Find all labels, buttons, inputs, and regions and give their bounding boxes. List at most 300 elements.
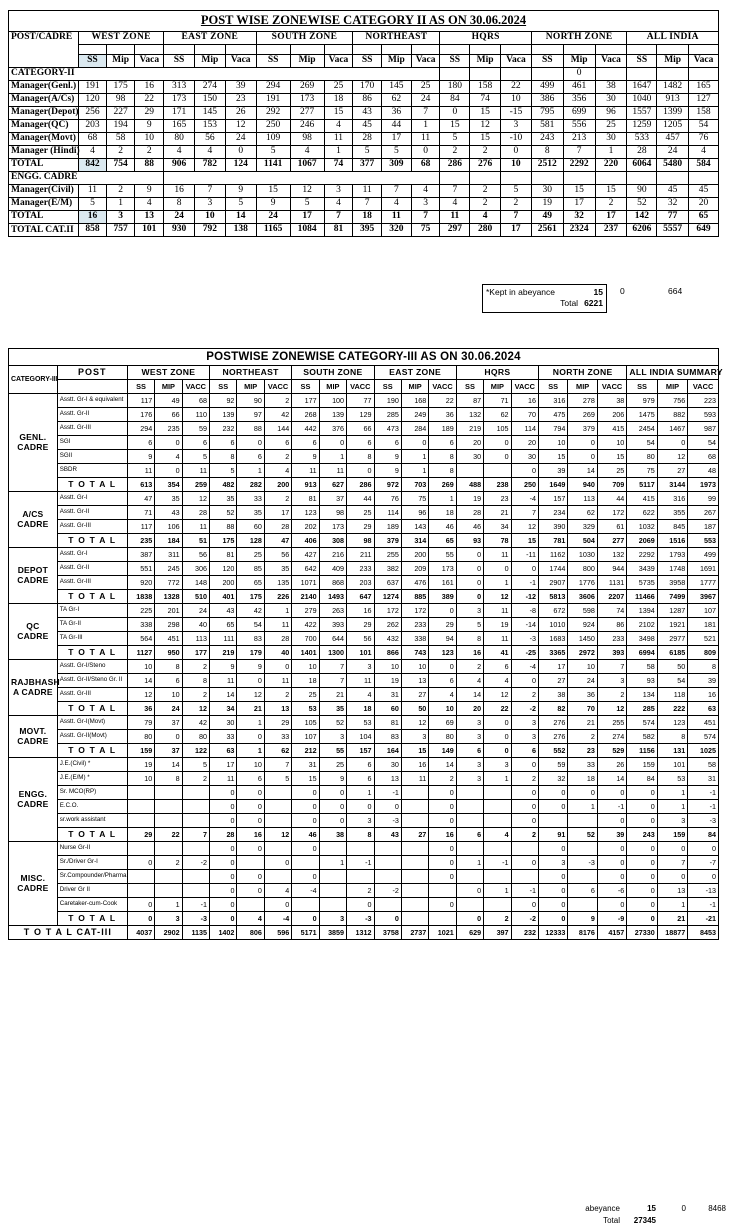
table1-subheader: SS: [164, 54, 195, 67]
table2-cadre-total-cell: 553: [688, 534, 719, 548]
table2-cell: [237, 898, 264, 912]
table2-cell: 75: [401, 492, 428, 506]
table1-header-spacer-cell: [79, 44, 107, 54]
footer-abeyance-label: abeyance: [585, 1204, 620, 1213]
table1-header-spacer-cell: [531, 44, 563, 54]
table2-subheader: VACC: [182, 380, 209, 394]
table2-cell: 123: [292, 506, 319, 520]
table2-cell: 6: [347, 436, 374, 450]
table2-cell: 15: [597, 450, 626, 464]
table2-cell: 442: [292, 422, 319, 436]
table2-data-row: [9, 394, 719, 408]
table2-cell: 0: [597, 786, 626, 800]
table2-cadre-total-cell: [429, 912, 456, 926]
table1-cell: 213: [563, 132, 595, 145]
table1-cell: 43: [353, 106, 382, 119]
table1-cell: 377: [353, 158, 382, 171]
table2-cell: 476: [401, 576, 428, 590]
table2-cadre-total-cell: 12: [484, 590, 511, 604]
table2-cell: 1: [484, 576, 511, 590]
table2-cell: 3: [538, 856, 567, 870]
table1-cell: 180: [440, 80, 470, 93]
table2-cadre-total-cell: 940: [568, 478, 597, 492]
table1-cell: 54: [689, 119, 719, 132]
table2-cell: 11: [182, 520, 209, 534]
table2-cell: [264, 814, 291, 828]
table1-zone-header: ALL INDIA: [627, 32, 719, 45]
table2-cell: [127, 786, 154, 800]
table1-cell: 243: [531, 132, 563, 145]
table1-row-label: Manager(Civil): [9, 184, 79, 197]
table2-cell: 201: [155, 604, 182, 618]
table2-cell: 11: [210, 772, 237, 786]
table2-cell: 132: [456, 408, 483, 422]
table2-cell: 19: [456, 492, 483, 506]
table1-section-blank: [563, 171, 595, 184]
table2-cell: [182, 842, 209, 856]
table2-post-label: Asstt. Gr-III: [57, 688, 127, 702]
footer-abeyance-ss: 15: [647, 1204, 656, 1213]
table1-grand-total-cell: 1084: [290, 223, 324, 236]
table1-cell: 49: [531, 210, 563, 223]
footer-abeyance-vacc: 8468: [708, 1204, 726, 1213]
table2-cell: 31: [688, 772, 719, 786]
table2-cell: 16: [401, 758, 428, 772]
table1-header-spacer-cell: [290, 44, 324, 54]
table2-cell: 18: [292, 674, 319, 688]
table2-data-row: [9, 870, 719, 884]
table2-cell: 187: [688, 520, 719, 534]
table2-cell: 56: [347, 632, 374, 646]
table2-cell: [319, 898, 346, 912]
table2-cell: 43: [210, 604, 237, 618]
table2-cell: 56: [264, 548, 291, 562]
table2-cell: 1777: [688, 576, 719, 590]
table2-post-label: Asstt. Gr-III: [57, 576, 127, 590]
table2-cell: 6: [347, 758, 374, 772]
table1-engg-row: [9, 184, 719, 197]
table2-cell: 845: [657, 520, 687, 534]
table2-cadre-total-label: T O T A L: [57, 478, 127, 492]
table1-cell: 15: [470, 106, 501, 119]
table2-cell: 390: [538, 520, 567, 534]
table1-section-label: CATEGORY-II: [9, 67, 440, 80]
table1-grand-total-cell: 75: [411, 223, 440, 236]
table2-cell: 6: [347, 772, 374, 786]
table2-cell: [568, 814, 597, 828]
table2-cell: 37: [155, 716, 182, 730]
table1-section-blank: [657, 171, 689, 184]
table2-cadre-total-cell: 2207: [597, 590, 626, 604]
table2-cell: [401, 786, 428, 800]
table1-cell: 124: [225, 158, 256, 171]
table2-cadre-label: QC CADRE: [9, 604, 58, 660]
table1-cell: 3: [324, 184, 353, 197]
table2-cell: 1: [484, 772, 511, 786]
table1-header-spacer-cell: [689, 44, 719, 54]
table2-post-header: POST: [57, 366, 127, 380]
table2-cadre-total-cell: 15: [401, 744, 428, 758]
table2-cell: 2: [429, 772, 456, 786]
table1-cell: 220: [595, 158, 627, 171]
table2-cell: 1162: [538, 548, 567, 562]
table2-cell: 0: [401, 436, 428, 450]
table2-post-label: Asstt. Gr-II: [57, 408, 127, 422]
table2-grand-total-cell: 8176: [568, 926, 597, 940]
table2-cell: 80: [182, 730, 209, 744]
table1-cell: 145: [382, 80, 412, 93]
table2-cell: 8: [155, 660, 182, 674]
table2-cell: 0: [688, 870, 719, 884]
table2-cell: 316: [657, 492, 687, 506]
table2-cadre-total-cell: 885: [401, 590, 428, 604]
table2-post-label: SGII: [57, 450, 127, 464]
table2-cell: 475: [538, 408, 567, 422]
table2-cell: 422: [292, 618, 319, 632]
table2-cell: [456, 464, 483, 478]
table1-cell: 4: [324, 197, 353, 210]
table2-cell: 8: [182, 674, 209, 688]
table2-cadre-total-cell: 0: [374, 912, 401, 926]
table1-cell: 2: [501, 197, 532, 210]
table1-cell: 12: [290, 184, 324, 197]
table1-subheader: SS: [79, 54, 107, 67]
table2-data-row: [9, 856, 719, 870]
table2-cell: 223: [688, 394, 719, 408]
table2-cadre-total-cell: 21: [237, 702, 264, 716]
table2-cell: -13: [688, 884, 719, 898]
table2-cell: 10: [401, 660, 428, 674]
table1-subheader: SS: [256, 54, 290, 67]
table2-cell: 14: [155, 758, 182, 772]
table2-cell: [155, 884, 182, 898]
table1-cell: 5: [382, 145, 412, 158]
table2-subheader: VACC: [688, 380, 719, 394]
table2-cell: [484, 814, 511, 828]
table1-cell: 15: [563, 184, 595, 197]
table2-cell: 59: [182, 422, 209, 436]
table2-cell: 0: [538, 898, 567, 912]
table2-cell: 0: [292, 870, 319, 884]
table1-section-blank: [470, 67, 501, 80]
table2-cadre-total-cell: 70: [568, 702, 597, 716]
table1-subheader: Vaca: [135, 54, 164, 67]
table1-cell: 10: [135, 132, 164, 145]
table2-cell: 0: [657, 842, 687, 856]
table2-cell: 27: [657, 464, 687, 478]
table2-cell: 0: [429, 786, 456, 800]
table1-zone-header: NORTH ZONE: [531, 32, 627, 45]
table2-cell: 2907: [538, 576, 567, 590]
table1-section-marker: 0: [563, 67, 595, 80]
table2-cell: [401, 800, 428, 814]
table1-cell: 4: [440, 197, 470, 210]
table2-cadre-total-cell: 21: [657, 912, 687, 926]
table2-cell: 38: [538, 688, 567, 702]
table2-cadre-total-cell: 647: [347, 590, 374, 604]
table2-cell: [484, 898, 511, 912]
table2-cell: 564: [127, 632, 154, 646]
table2-cell: 0: [237, 870, 264, 884]
table2-cell: 1921: [657, 618, 687, 632]
table2-cadre-total-cell: 0: [538, 912, 567, 926]
table2-grand-total-cell: 8453: [688, 926, 719, 940]
table2-cell: 10: [237, 758, 264, 772]
table2-cell: 172: [374, 604, 401, 618]
table2-cell: 249: [401, 408, 428, 422]
table2-cell: [401, 898, 428, 912]
table2-cell: 38: [597, 394, 626, 408]
table2-cell: 10: [292, 660, 319, 674]
table2-cell: [456, 898, 483, 912]
table2-cadre-total-cell: 164: [374, 744, 401, 758]
table2-data-row: [9, 520, 719, 534]
table2-cadre-total-cell: 175: [210, 534, 237, 548]
table2-cell: 0: [456, 884, 483, 898]
table2-cell: [456, 814, 483, 828]
table2-cell: 6: [429, 436, 456, 450]
table2-cadre-total-cell: 63: [210, 744, 237, 758]
table1-cell: 1482: [657, 80, 689, 93]
table2-cadre-total-cell: 41: [484, 646, 511, 660]
table1-section-blank: [627, 67, 657, 80]
table2-cell: -1: [484, 856, 511, 870]
table2-cell: 28: [264, 520, 291, 534]
table1-cell: 256: [79, 106, 107, 119]
table2-cell: [182, 870, 209, 884]
table2-cell: 93: [627, 674, 657, 688]
table2-cell: 14: [568, 464, 597, 478]
table2-cadre-total-cell: 20: [456, 702, 483, 716]
table2-cadre-total-cell: 552: [538, 744, 567, 758]
table2-cell: 0: [688, 842, 719, 856]
table2-cell: 11: [182, 464, 209, 478]
table2-cell: 10: [374, 660, 401, 674]
table2-cadre-total-cell: 703: [401, 478, 428, 492]
table2-cell: 80: [127, 730, 154, 744]
table2-cell: 882: [657, 408, 687, 422]
table2-grand-total-cell: 596: [264, 926, 291, 940]
table2-cadre-total-row: [9, 912, 719, 926]
table1-cell: 170: [353, 80, 382, 93]
table1-cell: 15: [470, 132, 501, 145]
table2-cadre-total-cell: -12: [511, 590, 538, 604]
table2-cell: 8: [347, 450, 374, 464]
table2-cell: 200: [401, 548, 428, 562]
table2-cell: 11: [127, 464, 154, 478]
table2-cadre-label: GENL. CADRE: [9, 394, 58, 492]
table2-cell: 432: [374, 632, 401, 646]
table1-cell: 1205: [657, 119, 689, 132]
table2-subheader: VACC: [597, 380, 626, 394]
table2-data-row: [9, 772, 719, 786]
table2-zone-header: EAST ZONE: [374, 366, 456, 380]
table2-grand-total-cell: 1402: [210, 926, 237, 940]
table2-cell: 148: [182, 576, 209, 590]
table2-cadre-total-cell: 122: [182, 744, 209, 758]
table1-cell: 292: [256, 106, 290, 119]
table1-cell: 25: [324, 80, 353, 93]
table2-cadre-total-cell: 2140: [292, 590, 319, 604]
table2-subheader: SS: [292, 380, 319, 394]
table2-cell: 0: [627, 786, 657, 800]
table2-cell: 117: [127, 394, 154, 408]
table2-cell: 574: [688, 730, 719, 744]
table2-cell: 1: [155, 898, 182, 912]
table2-cell: 0: [429, 660, 456, 674]
table2-cell: 3: [597, 674, 626, 688]
table2-cell: 10: [568, 660, 597, 674]
table2-data-row: [9, 800, 719, 814]
table1-cell: 457: [657, 132, 689, 145]
table2-post-label: Caretaker-cum-Cook: [57, 898, 127, 912]
table1-cell: 62: [382, 93, 412, 106]
table2-cell: [155, 786, 182, 800]
table2-cell: [484, 870, 511, 884]
table2-cell: [182, 884, 209, 898]
table1-cell: 56: [194, 132, 225, 145]
table2-cell: 107: [688, 604, 719, 618]
table2-grand-total-cell: 4157: [597, 926, 626, 940]
table2-cell: 13: [401, 674, 428, 688]
table2-cell: 92: [210, 394, 237, 408]
table2-cadre-total-cell: 149: [429, 744, 456, 758]
table2-cell: 7: [657, 856, 687, 870]
table2-cell: 62: [568, 506, 597, 520]
table2-cell: 11: [347, 674, 374, 688]
table2-cell: 0: [429, 814, 456, 828]
table2-cell: 21: [484, 506, 511, 520]
table1-subheader: Vaca: [501, 54, 532, 67]
table2-cell: 99: [688, 492, 719, 506]
table1-header-spacer-cell: [563, 44, 595, 54]
table1-cell: 30: [531, 184, 563, 197]
table1-grand-total-cell: 930: [164, 223, 195, 236]
table1-data-row: [9, 132, 719, 145]
table2-cell: 6: [210, 436, 237, 450]
table2-cell: 0: [597, 814, 626, 828]
table2-cell: 6: [237, 772, 264, 786]
table2-cell: 85: [237, 562, 264, 576]
table1-cell: 1557: [627, 106, 657, 119]
table2-cell: 0: [484, 436, 511, 450]
table2-cell: 69: [429, 716, 456, 730]
table2-data-row: [9, 450, 719, 464]
table1-cell: -15: [501, 106, 532, 119]
table1-cell: 74: [324, 158, 353, 171]
table2-cell: 11: [484, 548, 511, 562]
table2-post-label: TA Gr-III: [57, 632, 127, 646]
table2-cell: 2: [182, 660, 209, 674]
table2-cell: [401, 856, 428, 870]
table2-cell: 49: [155, 394, 182, 408]
table2-cell: 0: [597, 856, 626, 870]
table2-cadre-total-cell: 123: [429, 646, 456, 660]
table1-cell: 36: [382, 106, 412, 119]
table1-cell: 2: [440, 145, 470, 158]
table2-cadre-total-cell: 488: [456, 478, 483, 492]
table2-cell: 0: [210, 814, 237, 828]
table2-cell: 0: [538, 800, 567, 814]
table2-cadre-total-label: T O T A L: [57, 912, 127, 926]
table1-row-label: Manager(A/Cs): [9, 93, 79, 106]
table2-cell: -4: [292, 884, 319, 898]
table1-section-blank: [164, 171, 440, 184]
table1-cell: 2: [106, 145, 135, 158]
table2-cadre-total-cell: 12: [597, 702, 626, 716]
table1-cell: 98: [290, 132, 324, 145]
abeyance-note-box: [482, 284, 607, 313]
table2-cadre-total-cell: 504: [568, 534, 597, 548]
table2-cell: 29: [429, 618, 456, 632]
table2-cadre-total-cell: 2: [484, 912, 511, 926]
table1-subheader: Vaca: [324, 54, 353, 67]
table2-cell: 622: [627, 506, 657, 520]
table2-cell: 255: [374, 548, 401, 562]
table2-cell: 7: [511, 506, 538, 520]
table2-zone-header: SOUTH ZONE: [292, 366, 374, 380]
table2-cell: 0: [597, 842, 626, 856]
table1-data-row: [9, 145, 719, 158]
table2-cadre-total-cell: 0: [292, 912, 319, 926]
table2-cell: 42: [264, 408, 291, 422]
table2-cell: -1: [511, 576, 538, 590]
table2-cell: [292, 898, 319, 912]
table2-data-row: [9, 660, 719, 674]
table1-zone-header: WEST ZONE: [79, 32, 164, 45]
table2-post-label: J.E.(E/M) *: [57, 772, 127, 786]
table2-cadre-total-cell: 63: [688, 702, 719, 716]
table2-cell: 9: [210, 660, 237, 674]
table2-cell: 59: [538, 758, 567, 772]
table2-cell: 35: [210, 492, 237, 506]
table1-header-spacer-cell: [382, 44, 412, 54]
table2-grand-total-cell: 12333: [538, 926, 567, 940]
table2-cell: 233: [401, 618, 428, 632]
table2-cell: -14: [511, 618, 538, 632]
table2-cell: 9: [237, 660, 264, 674]
table2-cell: 9: [292, 450, 319, 464]
table2-cell: -1: [374, 786, 401, 800]
table2-cell: 3: [456, 604, 483, 618]
table2-subheader: MIP: [568, 380, 597, 394]
table2-cell: 0: [292, 842, 319, 856]
table2-cadre-total-cell: 93: [456, 534, 483, 548]
table2-cell: [456, 870, 483, 884]
table2-post-label: SGI: [57, 436, 127, 450]
table2-cadre-total-cell: 3606: [568, 590, 597, 604]
table2-data-row: [9, 716, 719, 730]
table1-header-spacer-cell: [135, 44, 164, 54]
table2-cell: [264, 870, 291, 884]
table2-subheader: SS: [127, 380, 154, 394]
table2-cadre-total-cell: 177: [182, 646, 209, 660]
category-2-table-container: [8, 10, 719, 309]
table2-data-row: [9, 730, 719, 744]
table2-cadre-total-cell: 27: [401, 828, 428, 842]
table2-cell: 11: [264, 674, 291, 688]
table2-cadre-total-row: [9, 534, 719, 548]
table1-cell: 246: [290, 119, 324, 132]
table2-cadre-total-cell: 50: [401, 702, 428, 716]
table1-cell: 16: [164, 184, 195, 197]
table1-header-spacer-cell: [501, 44, 532, 54]
table2-cell: 16: [347, 604, 374, 618]
table2-cell: 123: [657, 716, 687, 730]
table2-cell: -1: [182, 898, 209, 912]
table1-subheader: Mip: [563, 54, 595, 67]
table1-cell: 1: [595, 145, 627, 158]
